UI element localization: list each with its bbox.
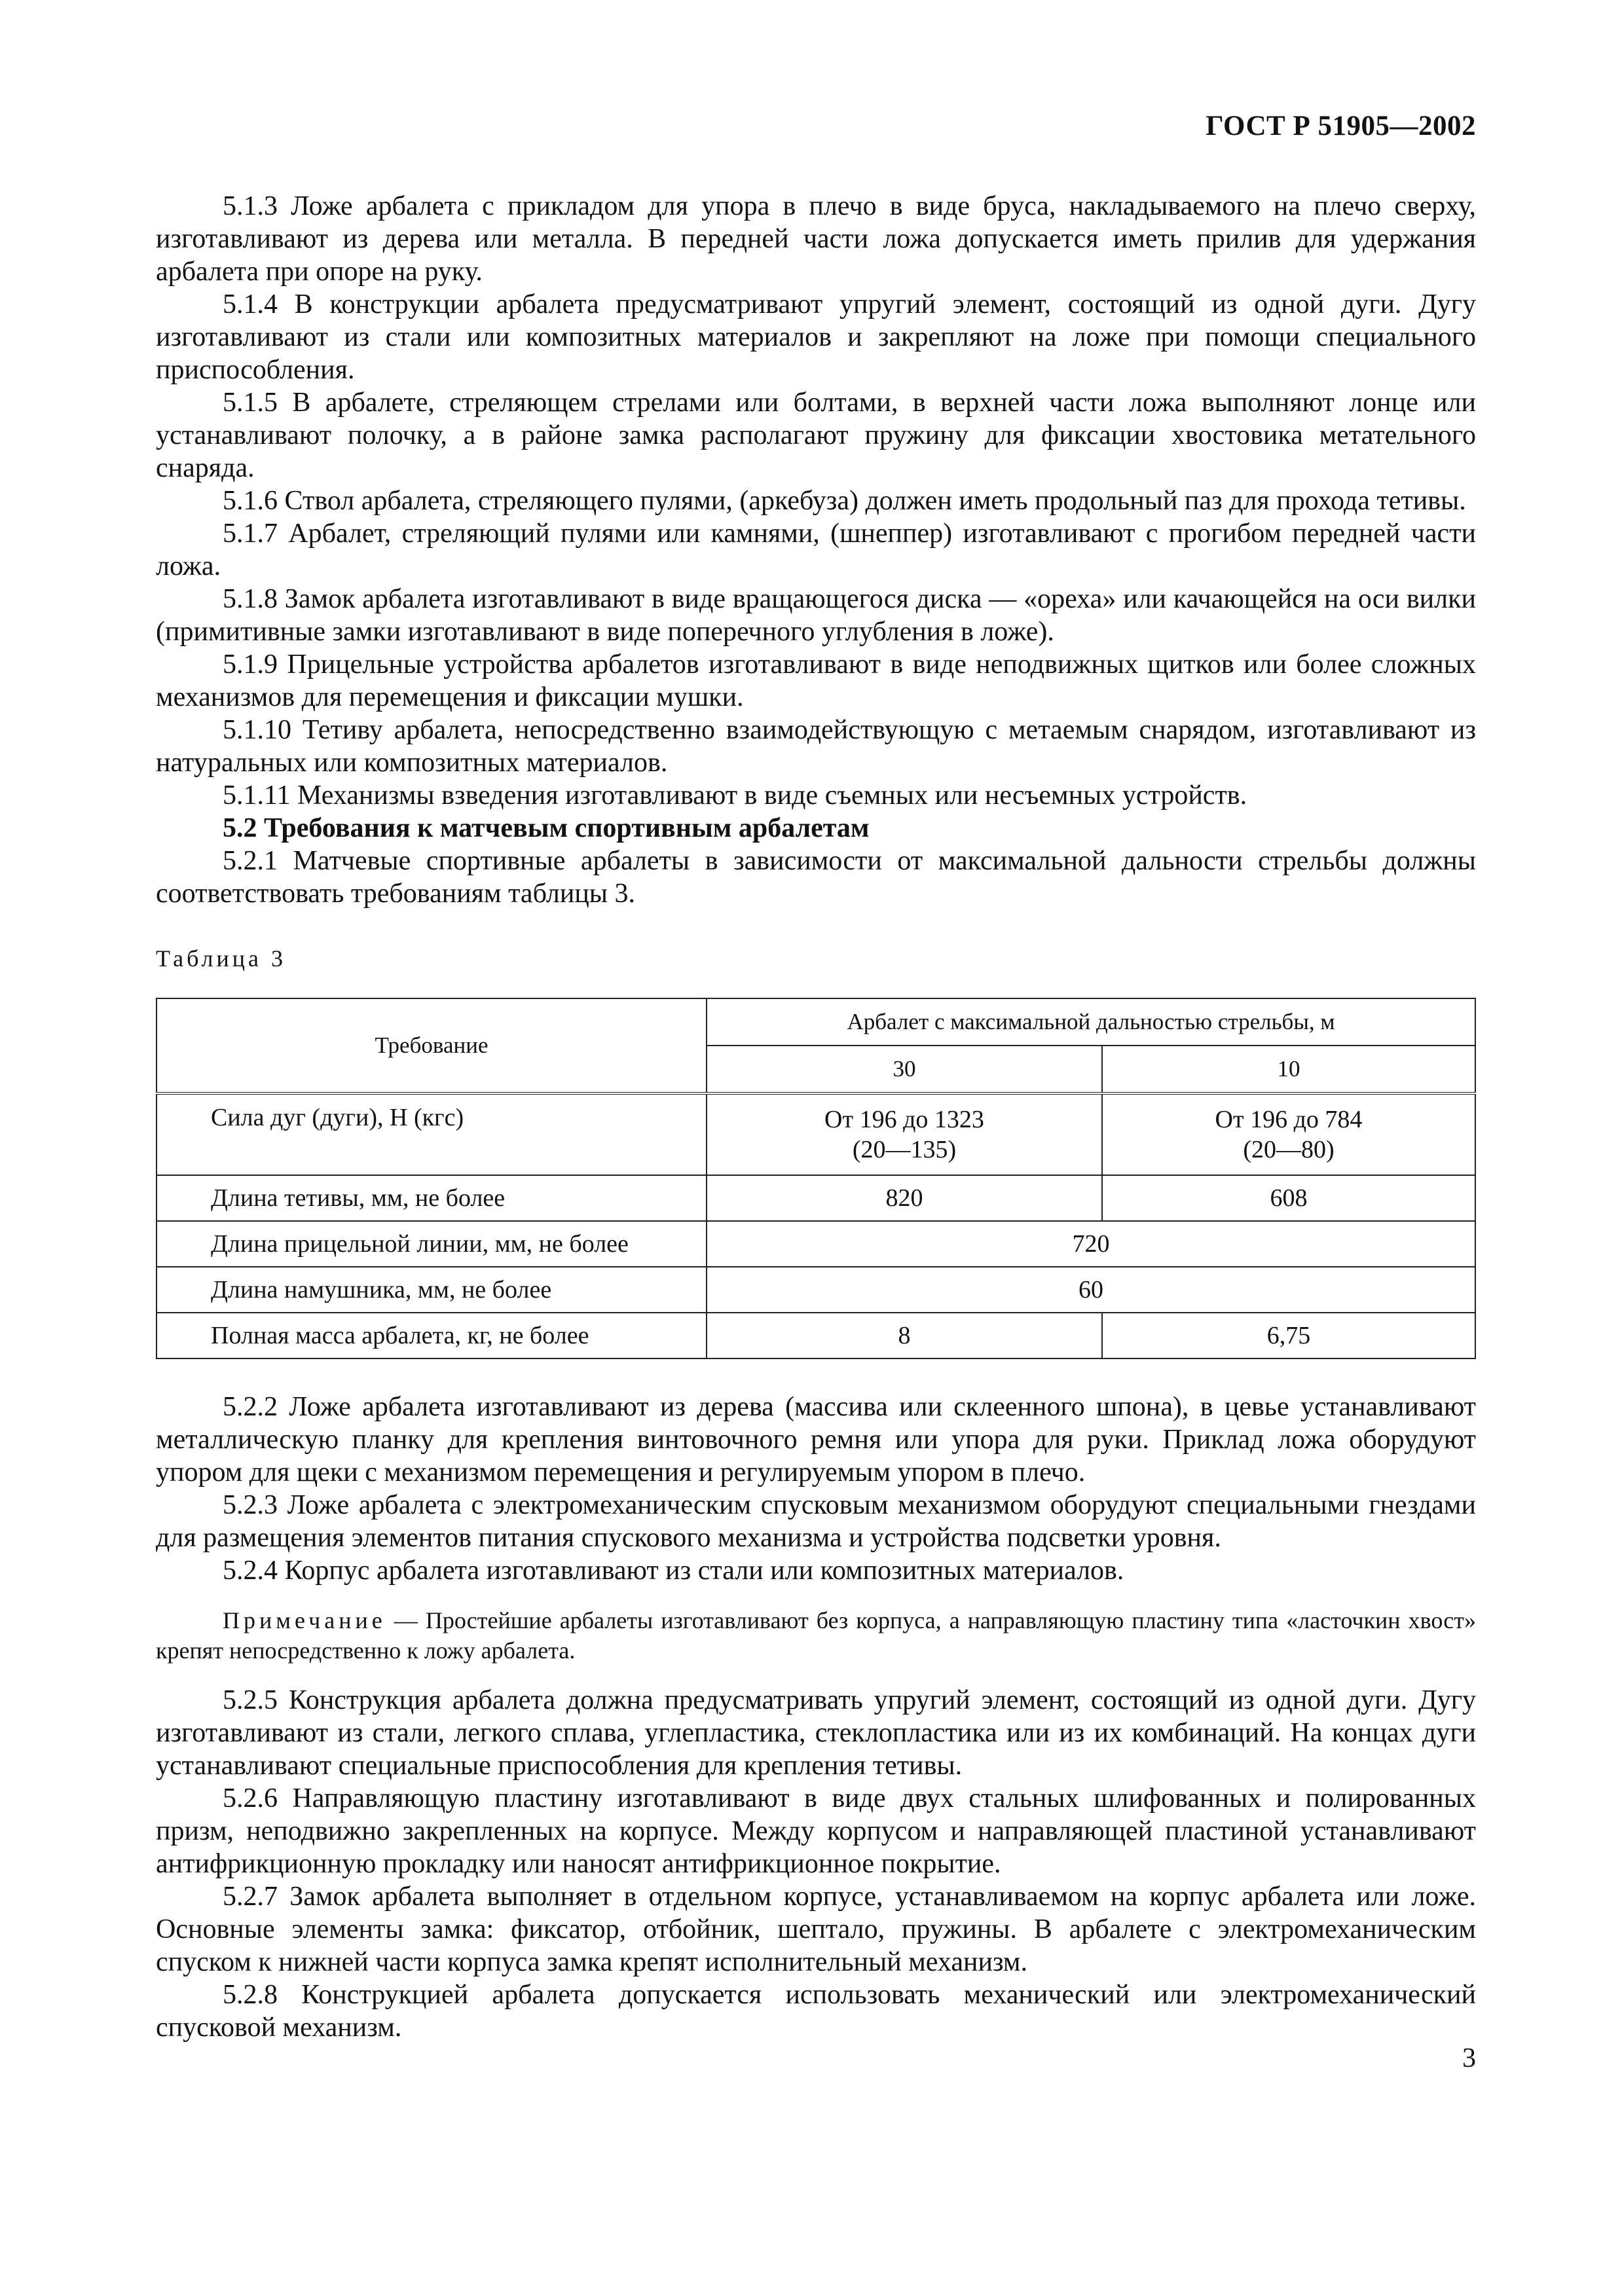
table-cell-30 (707, 1093, 1102, 1175)
table-caption: Таблица 3 (156, 945, 286, 972)
table-cell-merged: 60 (707, 1267, 1475, 1313)
table-cell-line: (20—135) (852, 1136, 957, 1163)
paragraph-5-2-5: 5.2.5 Конструкция арбалета должна предусматривать упругий элемент, состоящий из одной дуги. Дугу изготавливают из стали, легкого сплава, углепластика, стеклопластика или из их комбинаций. На концах дуги устанавливают специальные приспособления для крепления тетивы. (156, 1685, 1476, 1781)
page-number: 3 (1462, 2043, 1476, 2073)
table-cell-10: 608 (1102, 1175, 1475, 1221)
paragraph-5-1-10: 5.1.10 Тетиву арбалета, непосредственно взаимодействующую с метаемым снарядом, изготавливают из натуральных или композитных материалов. (156, 715, 1476, 778)
note-label: Примечание (223, 1607, 386, 1633)
table-cell-30: 820 (707, 1175, 1102, 1221)
note (156, 1605, 1476, 1666)
paragraph-5-1-5: 5.1.5 В арбалете, стреляющем стрелами или болтами, в верхней части ложа выполняют лонце или устанавливают полочку, а в районе замка располагают пружину для фиксации хвостовика метательного снаряда. (156, 388, 1476, 483)
paragraph-5-2-8: 5.2.8 Конструкцией арбалета допускается использовать механический или электромеханический спусковой механизм. (156, 1980, 1476, 2043)
table-row (157, 1175, 1475, 1221)
paragraph-5-1-11: 5.1.11 Механизмы взведения изготавливают в виде съемных или несъемных устройств. (223, 780, 1247, 811)
table-cell-line: От 196 до 784 (1215, 1106, 1363, 1133)
table-cell-requirement: Длина намушника, мм, не более (157, 1267, 707, 1313)
paragraph-5-2-2: 5.2.2 Ложе арбалета изготавливают из дерева (массива или склеенного шпона), в цевье устанавливают металлическую планку для крепления винтовочного ремня или упора для руки. Приклад ложа оборудуют упором для щеки с механизмом перемещения и регулируемым упором в плечо. (156, 1392, 1476, 1487)
table-cell-merged: 720 (707, 1221, 1475, 1267)
table-header-col-30: 30 (707, 1046, 1102, 1093)
paragraph-5-1-8: 5.1.8 Замок арбалета изготавливают в виде вращающегося диска — «ореха» или качающейся на оси вилки (примитивные замки изготавливают в виде поперечного углубления в ложе). (156, 584, 1476, 647)
table-header-group: Арбалет с максимальной дальностью стрельбы, м (707, 998, 1475, 1046)
table-row (157, 1267, 1475, 1313)
document-header: ГОСТ Р 51905—2002 (1206, 111, 1476, 141)
table-cell-requirement: Длина тетивы, мм, не более (157, 1175, 707, 1221)
section-heading-5-2: 5.2 Требования к матчевым спортивным арбалетам (223, 813, 870, 843)
paragraph-5-1-7: 5.1.7 Арбалет, стреляющий пулями или камнями, (шнеппер) изготавливают с прогибом передней части ложа. (156, 519, 1476, 581)
paragraph-5-1-9: 5.1.9 Прицельные устройства арбалетов изготавливают в виде неподвижных щитков или более сложных механизмов для перемещения и фиксации мушки. (156, 649, 1476, 712)
table-cell-line: От 196 до 1323 (824, 1106, 984, 1133)
table-row (157, 1093, 1475, 1175)
paragraph-5-2-7: 5.2.7 Замок арбалета выполняет в отдельном корпусе, устанавливаемом на корпус арбалета или ложе. Основные элементы замка: фиксатор, отбойник, шептало, пружины. В арбалете с электромеханическим спуском к нижней части корпуса замка крепят исполнительный механизм. (156, 1882, 1476, 1977)
table-cell-10 (1102, 1093, 1475, 1175)
paragraph-5-1-6: 5.1.6 Ствол арбалета, стреляющего пулями, (аркебуза) должен иметь продольный паз для прохода тетивы. (223, 486, 1466, 516)
table-header-col-10: 10 (1102, 1046, 1475, 1093)
table-cell-requirement: Полная масса арбалета, кг, не более (157, 1313, 707, 1358)
table-cell-10: 6,75 (1102, 1313, 1475, 1358)
table-row (157, 1313, 1475, 1358)
document-body (156, 190, 1476, 2044)
table-row (157, 1221, 1475, 1267)
table-cell-30: 8 (707, 1313, 1102, 1358)
paragraph-5-2-4: 5.2.4 Корпус арбалета изготавливают из стали или композитных материалов. (223, 1556, 1124, 1586)
table-cell-requirement: Сила дуг (дуги), Н (кгс) (157, 1093, 707, 1175)
post-table-section (156, 1391, 1476, 1587)
paragraph-5-2-3: 5.2.3 Ложе арбалета с электромеханическим спусковым механизмом оборудуют специальными гнездами для размещения элементов питания спускового механизма и устройства подсветки уровня. (156, 1490, 1476, 1553)
table-cell-requirement: Длина прицельной линии, мм, не более (157, 1221, 707, 1267)
note-text: — Простейшие арбалеты изготавливают без корпуса, а направляющую пластину типа «ласточкин хвост» крепят непосредственно к ложу арбалета. (156, 1607, 1476, 1664)
paragraph-5-2-1: 5.2.1 Матчевые спортивные арбалеты в зависимости от максимальной дальности стрельбы должны соответствовать требованиям таблицы 3. (156, 846, 1476, 909)
paragraph-5-1-4: 5.1.4 В конструкции арбалета предусматривают упругий элемент, состоящий из одной дуги. Дугу изготавливают из стали или композитных материалов и закрепляют на ложе при помощи специального приспособления. (156, 289, 1476, 385)
table-header-requirement: Требование (157, 998, 707, 1093)
requirements-table (156, 998, 1476, 1359)
paragraph-5-2-6: 5.2.6 Направляющую пластину изготавливают в виде двух стальных шлифованных и полированных призм, неподвижно закрепленных на корпусе. Между корпусом и направляющей пластиной устанавливают антифрикционную прокладку или наносят антифрикционное покрытие. (156, 1783, 1476, 1879)
paragraph-5-1-3: 5.1.3 Ложе арбалета с прикладом для упора в плечо в виде бруса, накладываемого на плечо сверху, изготавливают из дерева или металла. В передней части ложа допускается иметь прилив для удержания арбалета при опоре на руку. (156, 191, 1476, 287)
table-cell-line: (20—80) (1243, 1136, 1335, 1163)
